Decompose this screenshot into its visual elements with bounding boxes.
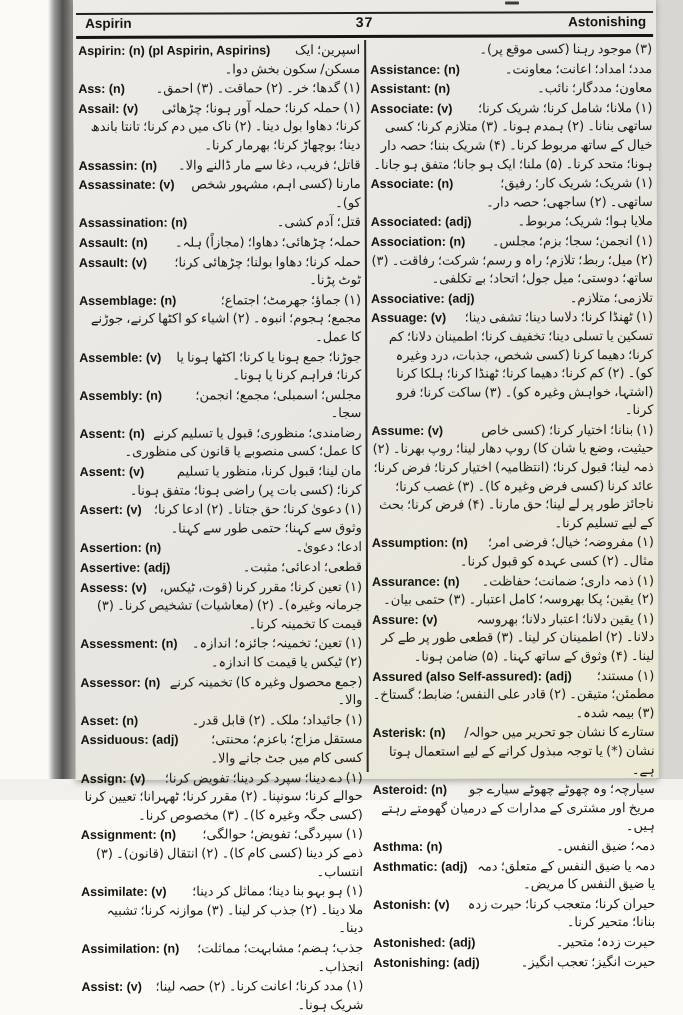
entry-urdu-definition: (۱) مستند؛ مطمئن؛ متیقن۔ (۲) قادر علی النفس؛ ضابط؛ گستاخ۔ (۳) بیمہ شدہ۔ bbox=[372, 668, 655, 722]
dictionary-entry bbox=[80, 711, 362, 731]
dictionary-entry bbox=[80, 462, 362, 500]
dictionary-entry bbox=[81, 977, 363, 1015]
entry-headword: Associated: (adj) bbox=[370, 214, 472, 230]
entry-headword: Associative: (adj) bbox=[371, 291, 475, 306]
dictionary-entry bbox=[372, 610, 654, 667]
dictionary-entry bbox=[371, 421, 653, 534]
dictionary-entry bbox=[371, 289, 653, 309]
entry-urdu-definition: رضامندی؛ منظوری؛ قبول یا تسلیم کرنے کا عمل؛ کسی منصوبے یا قانون کی منظوری۔ bbox=[124, 425, 362, 461]
entry-urdu-definition: (۳) موجود رہنا (کسی موقع پر)۔ bbox=[479, 41, 653, 58]
entry-urdu-definition: (۱) انجمن؛ سجا؛ بزم؛ مجلس۔ (۲) میل؛ ربط؛ تلازم؛ راہ و رسم؛ شرکت؛ رفاقت۔ (۳) ساتھ؛ دوستی؛ میل جول؛ اتحاد؛ بے تکلفی۔ bbox=[371, 233, 654, 287]
dictionary-entry bbox=[373, 837, 655, 857]
entry-headword: Assiduous: (adj) bbox=[80, 733, 179, 748]
dictionary-entry bbox=[79, 291, 361, 348]
entry-urdu-definition: (جمع محصول وغیرہ کا) تخمینہ کرنے والا۔ bbox=[169, 674, 363, 709]
dictionary-entry bbox=[80, 558, 362, 578]
entry-headword: Assured (also Self-assured): (adj) bbox=[372, 668, 572, 684]
dictionary-entry bbox=[371, 308, 653, 421]
entry-headword: Assault: (n) bbox=[78, 235, 148, 250]
entry-urdu-definition: (۱) مدد کرنا؛ اعانت کرنا۔ (۲) حصہ لینا؛ شریک ہونا۔ bbox=[155, 979, 364, 1013]
dictionary-entry bbox=[370, 79, 652, 99]
entry-headword: Aspirin: (n) (pl Aspirin, Aspirins) bbox=[78, 43, 271, 58]
entry-headword: Assess: (v) bbox=[80, 580, 147, 595]
dictionary-entry bbox=[371, 174, 653, 212]
entry-urdu-definition: تلازمی؛ متلازم۔ bbox=[569, 290, 654, 306]
entry-headword: Assign: (v) bbox=[80, 771, 146, 786]
entry-headword: Assessor: (n) bbox=[80, 675, 161, 690]
entry-urdu-definition: (۱) شریک؛ شریک کار؛ رفیق؛ ساتھی۔ (۲) ساجھی؛ حصہ دار۔ bbox=[486, 176, 653, 211]
dictionary-entry bbox=[79, 424, 361, 462]
entry-urdu-definition: جذب؛ ہضم؛ مشابہت؛ مماثلت؛ انجذاب۔ bbox=[197, 940, 364, 975]
entry-headword: Assume: (v) bbox=[371, 423, 444, 438]
entry-urdu-definition: (۱) بنانا؛ اختیار کرنا؛ (کسی خاص حیثیت، وضع یا شان کا) روپ دھار لینا؛ روپ بھرنا۔ (۲) ذمہ لینا؛ قبول کرنا؛ (انتظامیہ) اختیار کرنا؛ فرض کرنا؛ عائد کرنا (کسی فرض وغیرہ کا)۔ (۳) غصب کرنا؛ ناجائز طور پر لے لینا؛ حق مارنا۔ (۴) فرض کرنا؛ بحث کے لیے تسلیم کرنا۔ bbox=[372, 422, 654, 532]
entry-headword: Assistance: (n) bbox=[370, 62, 460, 77]
dictionary-entry bbox=[79, 156, 361, 176]
entry-headword: Assert: (v) bbox=[79, 503, 142, 518]
dictionary-entry bbox=[78, 79, 360, 99]
entry-urdu-definition: (۱) ملانا؛ شامل کرنا؛ شریک کرنا؛ ساتھی بنانا۔ (۲) ہمدم ہونا۔ (۳) متلازم کرنا؛ کسی خیال کے ساتھ مربوط کرنا۔ (۴) شریک بننا؛ حصہ دار ہونا؛ متحد کرنا۔ (۵) ملنا؛ ایک ہو جانا؛ متفق ہو جانا۔ bbox=[373, 100, 653, 173]
dictionary-entry bbox=[373, 933, 655, 953]
dictionary-entry bbox=[80, 538, 362, 558]
entry-headword: Assassination: (n) bbox=[78, 215, 188, 231]
entry-headword: Assail: (v) bbox=[78, 101, 139, 116]
entry-headword: Astonish: (v) bbox=[373, 897, 450, 912]
entry-headword: Association: (n) bbox=[370, 234, 466, 249]
entry-headword: Assurance: (n) bbox=[372, 574, 460, 589]
entry-urdu-definition: (۱) سپردگی؛ تفویض؛ حوالگی؛ ذمے کر دینا (کسی کام کا)۔ (۲) انتقال (قانون)۔ (۳) انتساب۔ bbox=[95, 827, 364, 880]
entry-headword: Astonished: (adj) bbox=[373, 935, 476, 950]
entry-headword: Asthma: (n) bbox=[372, 839, 443, 854]
entry-headword: Assure: (v) bbox=[372, 612, 438, 627]
dictionary-entry bbox=[79, 347, 361, 385]
entry-headword: Assault: (v) bbox=[78, 255, 148, 270]
dictionary-entry bbox=[371, 232, 653, 289]
dictionary-entry bbox=[79, 233, 361, 253]
entry-headword: Assimilate: (v) bbox=[81, 884, 167, 900]
page-number: 37 bbox=[355, 13, 374, 31]
dictionary-entry bbox=[81, 882, 363, 939]
entry-urdu-definition: (۱) تعین کرنا؛ مقرر کرنا (قوت، ٹیکس، جرمانہ وغیرہ)۔ (۲) (معاشیات) تشخیص کرنا۔ (۳) قیمت کا تخمینہ کرنا۔ bbox=[96, 579, 363, 633]
book-spine-shadow bbox=[48, 0, 76, 784]
guide-word-left: Aspirin bbox=[85, 15, 132, 31]
entry-urdu-definition: (۱) دعویٰ کرنا؛ حق جتانا۔ (۲) ادعا کرنا؛ وثوق سے کہنا؛ حتمی طور سے کہنا۔ bbox=[153, 502, 362, 537]
entry-headword: Astonishing: (adj) bbox=[373, 955, 480, 970]
entry-headword: Assemblage: (n) bbox=[79, 293, 177, 308]
entry-headword: Assertion: (n) bbox=[79, 541, 162, 556]
entry-headword: Asset: (n) bbox=[80, 713, 139, 728]
entry-headword: Asterisk: (n) bbox=[372, 726, 446, 741]
dictionary-entry bbox=[372, 667, 654, 724]
entry-urdu-definition: (۱) یقین دلانا؛ اعتبار دلانا؛ بھروسہ دلانا۔ (۲) اطمینان کر لینا۔ (۳) قطعی طور پر طے کر لینا۔ (۴) وثوق کے ساتھ کہنا۔ (۵) ضامن ہونا۔ bbox=[381, 611, 655, 665]
entry-urdu-definition: قتل؛ آدم کشی۔ bbox=[276, 215, 361, 231]
dictionary-entry bbox=[80, 500, 362, 538]
entry-urdu-definition: قاتل؛ فریب، دغا سے مار ڈالنے والا۔ bbox=[177, 157, 361, 174]
entry-headword: Assassin: (n) bbox=[78, 158, 158, 173]
entry-headword: Associate: (n) bbox=[370, 176, 454, 192]
scan-right-margin bbox=[656, 0, 683, 784]
dictionary-entry bbox=[81, 769, 363, 826]
dictionary-page bbox=[73, 0, 659, 1013]
dictionary-entry bbox=[78, 41, 360, 79]
page-header bbox=[76, 11, 653, 39]
dictionary-entry bbox=[371, 212, 653, 232]
column-right bbox=[367, 39, 658, 970]
dictionary-entry bbox=[78, 99, 360, 156]
entry-urdu-definition: حیرت انگیز؛ تعجب انگیز۔ bbox=[520, 954, 656, 970]
dictionary-entry bbox=[80, 673, 362, 711]
dictionary-entry bbox=[80, 578, 362, 635]
dictionary-entry bbox=[79, 253, 361, 291]
entry-headword: Asteroid: (n) bbox=[372, 782, 448, 798]
guide-word-right: Astonishing bbox=[568, 13, 647, 30]
entry-headword: Ass: (n) bbox=[78, 82, 125, 97]
entry-urdu-definition: حیران کرنا؛ متعجب کرنا؛ حیرت زدہ بنانا؛ متحیر کرنا۔ bbox=[467, 896, 656, 931]
entry-urdu-definition: حملہ؛ چڑھائی؛ دھاوا؛ (مجازاً) ہلہ۔ bbox=[174, 234, 361, 251]
dictionary-entry bbox=[370, 40, 652, 60]
entry-urdu-definition: معاون؛ مددگار؛ نائب۔ bbox=[537, 81, 653, 97]
entry-urdu-definition: (۱) دے دینا؛ سپرد کر دینا؛ تفویض کرنا؛ حوالے کرنا؛ سونپنا۔ (۲) مقرر کرنا؛ ٹھہرانا؛ تعیین کرنا (کسی جگہ وغیرہ کا)۔ (۳) مخصوص کرنا۔ bbox=[84, 770, 363, 824]
entry-headword: Assassinate: (v) bbox=[78, 177, 175, 193]
entry-headword: Assist: (v) bbox=[81, 979, 142, 995]
entry-urdu-definition: قطعی؛ ادعائی؛ مثبت۔ bbox=[242, 560, 363, 576]
entry-urdu-definition: مستقل مزاج؛ باعزم؛ محنتی؛ کسی کام میں جٹ جانے والا۔ bbox=[210, 732, 363, 767]
dictionary-entry bbox=[79, 386, 361, 424]
dictionary-entry bbox=[372, 572, 654, 610]
entry-urdu-definition: دمہ؛ ضیق النفس۔ bbox=[556, 838, 655, 855]
entry-urdu-definition: (۱) ہو بہو بنا دینا؛ مماثل کر دینا؛ ملا دینا۔ (۲) جذب کر لینا۔ (۳) موازنہ کرنا؛ تشبیہ دینا۔ bbox=[106, 884, 364, 937]
scan-artifact-dash bbox=[505, 1, 519, 4]
entry-urdu-definition: سیارچہ؛ وہ چھوٹے چھوٹے سیارے جو مریخ اور مشتری کے مدارات کے درمیان گھومتے رہتے ہیں۔ bbox=[381, 782, 655, 835]
entry-headword: Assuage: (v) bbox=[371, 311, 447, 326]
entry-headword: Associate: (v) bbox=[370, 101, 453, 116]
entry-headword: Assumption: (n) bbox=[371, 536, 468, 551]
dictionary-entry bbox=[81, 825, 363, 882]
entry-urdu-definition: مجلس؛ اسمبلی؛ مجمع؛ انجمن؛ سجا۔ bbox=[195, 387, 362, 422]
entry-urdu-definition: (۱) گدھا؛ خر۔ (۲) حماقت۔ (۳) احمق۔ bbox=[155, 81, 361, 97]
entry-headword: Assemble: (v) bbox=[79, 350, 162, 365]
entry-urdu-definition: (۱) جائیداد؛ ملک۔ (۲) قابل قدر۔ bbox=[191, 712, 363, 729]
entry-headword: Assent: (n) bbox=[79, 426, 145, 441]
dictionary-entry bbox=[80, 634, 362, 672]
entry-headword: Assessment: (n) bbox=[80, 637, 178, 652]
entry-urdu-definition: ملایا ہوا؛ شریک؛ مربوط۔ bbox=[517, 214, 653, 230]
entry-urdu-definition: دمہ یا ضیق النفس کے متعلق؛ دمہ یا ضیق النفس کا مریض۔ bbox=[477, 858, 656, 893]
entry-urdu-definition: ادعا؛ دعویٰ۔ bbox=[295, 540, 362, 556]
entry-urdu-definition: (۱) حملہ کرنا؛ حملہ آور ہونا؛ چڑھائی کرنا؛ دھاوا بول دینا۔ (۲) ناک میں دم کرنا؛ تانتا باندھ دینا؛ بوچھاڑ کرنا؛ بھرمار کرنا۔ bbox=[90, 100, 361, 154]
entry-headword: Assimilation: (n) bbox=[81, 941, 180, 956]
dictionary-entry bbox=[373, 780, 655, 837]
entry-urdu-definition: مارنا (کسی اہم، مشہور شخص کو)۔ bbox=[191, 177, 361, 211]
entry-headword: Assent: (v) bbox=[79, 464, 145, 480]
entry-urdu-definition: حیرت زدہ؛ متحیر۔ bbox=[555, 934, 656, 951]
dictionary-entry bbox=[373, 857, 655, 895]
entry-headword: Assertive: (adj) bbox=[79, 560, 171, 576]
dictionary-entry bbox=[79, 213, 361, 233]
entry-urdu-definition: (۱) جماؤ؛ جھرمٹ؛ اجتماع؛ مجمع؛ ہجوم؛ انبوہ۔ (۲) اشیاء کو اکٹھا کرنے، جوڑنے کا عمل۔ bbox=[90, 292, 362, 346]
dictionary-entry bbox=[79, 175, 361, 213]
dictionary-entry bbox=[81, 730, 363, 768]
dictionary-entry bbox=[81, 939, 363, 977]
column-left bbox=[75, 40, 366, 1013]
dictionary-entry bbox=[370, 60, 652, 80]
entry-headword: Assignment: (n) bbox=[80, 827, 177, 843]
entry-headword: Assembly: (n) bbox=[79, 388, 163, 403]
entry-urdu-definition: حملہ کرنا؛ دھاوا بولنا؛ چڑھائی کرنا؛ ٹوٹ پڑنا۔ bbox=[174, 254, 362, 289]
entry-headword: Assistant: (n) bbox=[370, 81, 451, 97]
dictionary-entry bbox=[373, 952, 655, 972]
entry-headword: Asthmatic: (adj) bbox=[373, 859, 468, 874]
entry-urdu-definition: مان لینا؛ قبول کرنا، منظور یا تسلیم کرنا؛ (کسی بات پر) راضی ہونا؛ متفق ہونا۔ bbox=[129, 464, 362, 499]
entry-urdu-definition: ستارے کا نشان جو تحریر میں حوالہ/نشان (*) یا توجہ مبذول کرانے کے لیے استعمال ہوتا ہے۔ bbox=[388, 725, 655, 778]
dictionary-entry bbox=[372, 533, 654, 571]
entry-urdu-definition: (۱) مفروضہ؛ خیال؛ فرضی امر؛ مثال۔ (۲) کسی عہدہ کو قبول کرنا۔ bbox=[459, 535, 654, 570]
dictionary-columns bbox=[75, 39, 658, 1013]
entry-urdu-definition: مدد؛ امداد؛ اعانت؛ معاونت۔ bbox=[504, 61, 653, 78]
dictionary-entry bbox=[373, 895, 655, 933]
dictionary-entry bbox=[370, 99, 652, 174]
entry-urdu-definition: جوڑنا؛ جمع ہونا یا کرنا؛ اکٹھا ہونا یا کرنا؛ فراہم کرنا یا ہونا۔ bbox=[176, 349, 362, 384]
entry-urdu-definition: (۱) ذمہ داری؛ ضمانت؛ حفاظت۔ (۲) یقین؛ پکا بھروسہ؛ کامل اعتبار۔ (۳) حتمی بیان۔ bbox=[383, 573, 655, 609]
dictionary-entry bbox=[373, 723, 655, 780]
entry-urdu-definition: (۱) تعین؛ تخمینہ؛ جائزہ؛ اندازہ۔ (۲) ٹیکس یا قیمت کا اندازہ۔ bbox=[191, 636, 363, 671]
entry-urdu-definition: (۱) ٹھنڈا کرنا؛ دلاسا دینا؛ تشفی دینا؛ تسکین یا تسلی دینا؛ تخفیف کرنا؛ اطمینان دلانا؛ کم کرنا؛ دھیما کرنا (کسی شخص، جذبات، درد وغیرہ کو)۔ (۲) کم کرنا؛ دھیما کرنا؛ ٹھنڈا کرنا؛ ہلکا کرنا (اشتہا، خواہش وغیرہ کو)۔ (۳) ساکت کرنا؛ فرو کرنا۔ bbox=[388, 310, 654, 419]
entry-urdu-definition: اسپرین؛ ایک مسکن/ سکون بخش دوا۔ bbox=[224, 42, 361, 78]
